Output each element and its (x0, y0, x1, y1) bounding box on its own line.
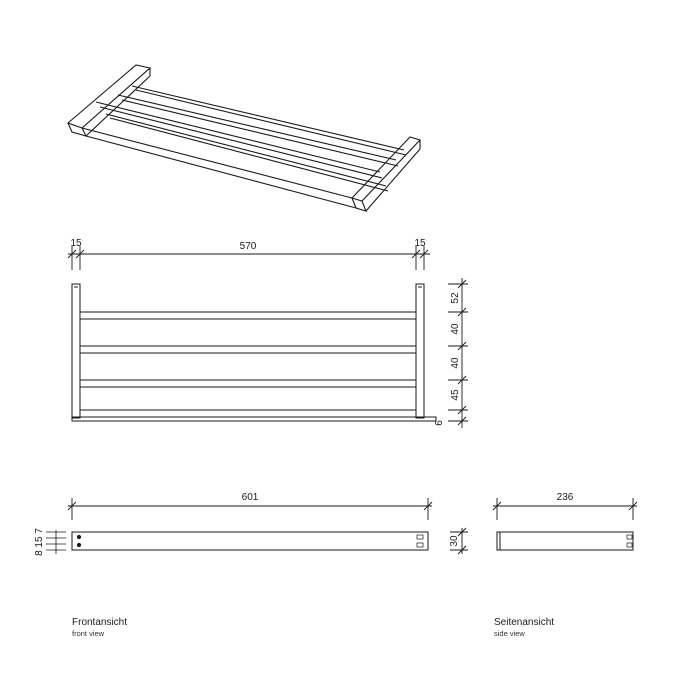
front-view-rack (72, 284, 436, 421)
front-view-title: Frontansicht (72, 617, 128, 628)
front-view-caption (72, 617, 127, 638)
dim-end-detail: 8 15 7 (34, 528, 45, 556)
side-view-title: Seitenansicht (494, 617, 555, 628)
side-view-subtitle: side view (494, 629, 525, 638)
dim-right-post: 15 (414, 238, 426, 249)
dim-overall-length: 601 (241, 492, 259, 503)
side-view (497, 532, 633, 550)
isometric-view (68, 65, 420, 211)
dim-height: 30 (449, 535, 460, 547)
dim-rail-gap-3: 40 (450, 357, 461, 369)
dim-depth: 236 (556, 492, 574, 503)
dim-rail-gap-2: 40 (450, 323, 461, 335)
dim-rail-gap-1: 52 (450, 292, 461, 304)
end-detail-dimension (46, 530, 66, 554)
dim-left-post: 15 (70, 238, 82, 249)
dim-top-span: 570 (239, 241, 257, 252)
dim-bottom-offset: 6 (434, 420, 445, 426)
front-view-bar (72, 532, 428, 550)
front-view-subtitle: front view (72, 629, 105, 638)
dim-rail-gap-4: 45 (450, 389, 461, 401)
side-view-caption (494, 617, 554, 638)
